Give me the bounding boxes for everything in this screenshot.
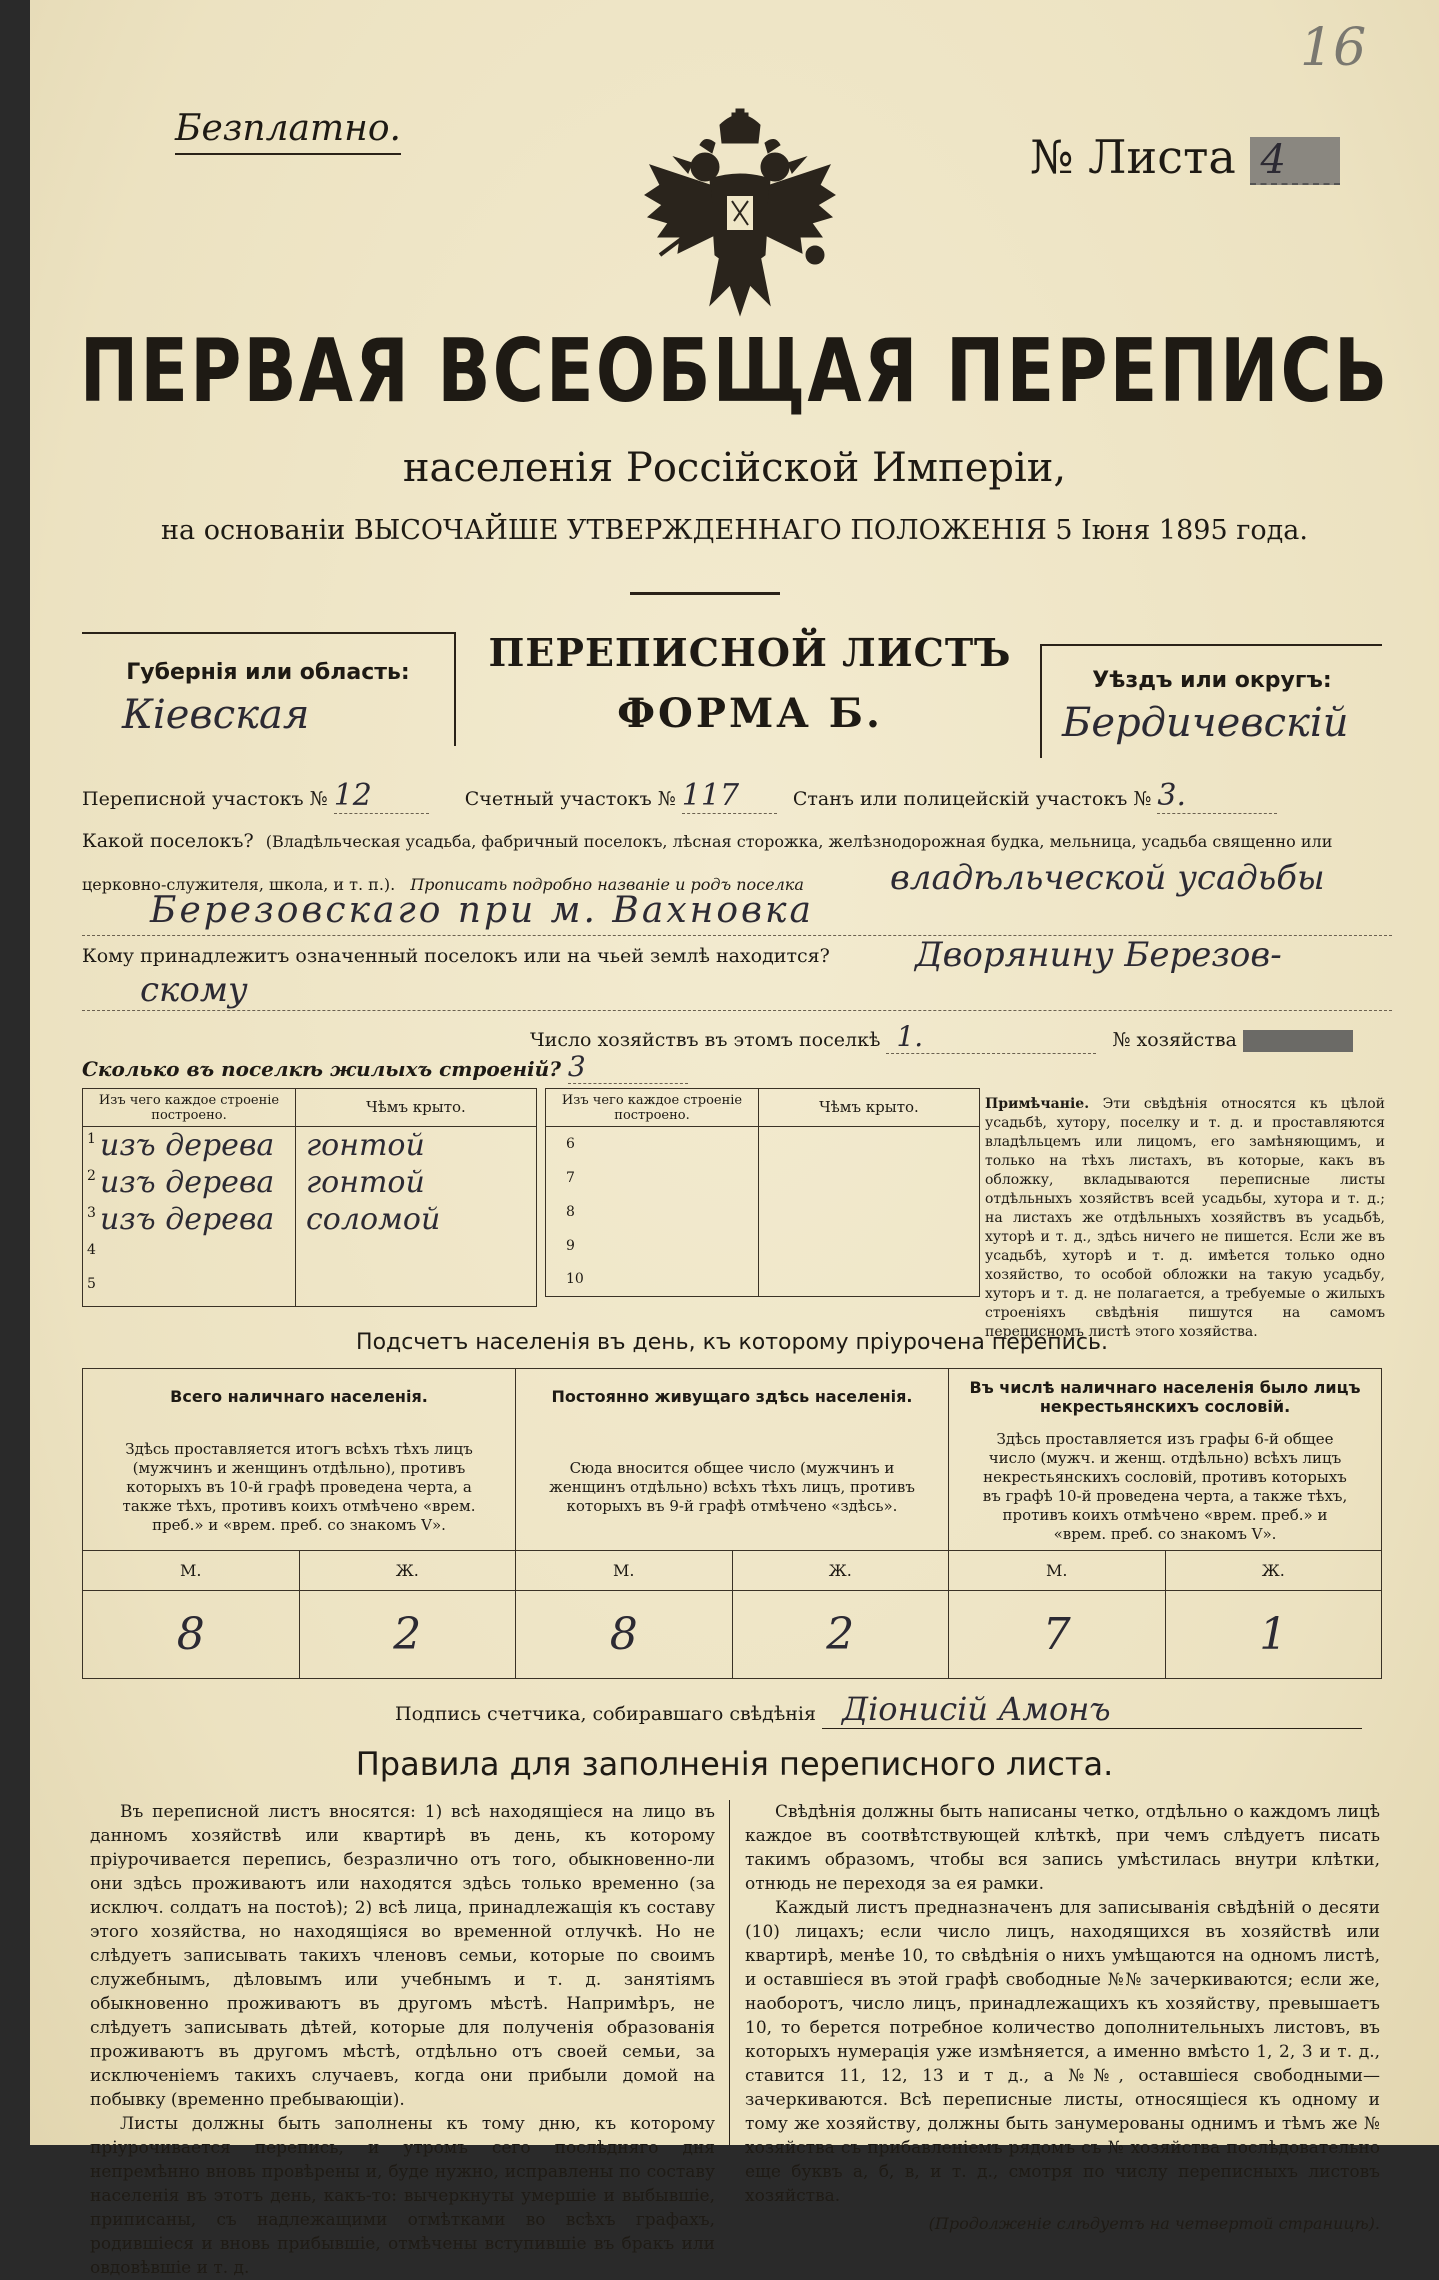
form-title: ФОРМА Б.: [617, 690, 883, 737]
stan-value: 3.: [1157, 778, 1277, 814]
settlement-hint-2: церковно-служителя, школа, и т. п.).: [82, 875, 396, 894]
row-material: изъ дерева: [100, 1128, 275, 1163]
sheet-number-label: № Листа: [1030, 130, 1236, 184]
row-material: изъ дерева: [100, 1202, 275, 1237]
count-area-value: 117: [682, 778, 777, 814]
settlement-value-2: Березовскаго при м. Вахновка: [150, 890, 814, 931]
settlement-hint-3: Прописать подробно названіе и родъ поселка: [410, 875, 804, 894]
col3-title: Въ числѣ наличнаго населенія было лицъ некрестьянскихъ сословій.: [949, 1369, 1382, 1425]
row-number: 3: [87, 1205, 96, 1221]
settlement-row: [82, 830, 1402, 852]
count-area-label: Счетный участокъ №: [464, 788, 676, 810]
rules-left-column: [90, 1800, 730, 2278]
col1-desc: Здѣсь проставляется итогъ всѣхъ тѣхъ лицъ (мужчинъ и женщинъ отдѣльно), противъ которыхъ въ 10-й графѣ проведена черта, а также тѣхъ, противъ коихъ отмѣчено «врем. преб.» и «врем. преб. со знакомъ V».: [83, 1425, 516, 1551]
m-label: М.: [949, 1551, 1166, 1591]
row-number: 1: [87, 1131, 96, 1147]
note: [985, 1095, 1385, 1342]
buildings-row: [82, 1050, 688, 1084]
buildings-table-left: [82, 1088, 537, 1307]
rules-title: Правила для заполненія переписного листа.: [355, 1745, 1114, 1783]
census-area-value: 12: [334, 778, 429, 814]
population-table: [82, 1368, 1382, 1679]
rules-left-p2: Листы должны быть заполнены къ тому дню, къ которому пріурочивается перепись, и утромъ сего послѣдняго дня непремѣнно вновь провѣрены и, буде нужно, исправлены по составу населенія въ этотъ день, какъ-то: вычеркнуты умершіе и выбывшіе, приписаны, съ надлежащими отмѣтками во всѣхъ графахъ, родившіеся и вновь прибывшіе, отмѣчены вступившіе въ бракъ или овдовѣвшіе и т. д.: [90, 2114, 715, 2278]
district-value: Бердичевскій: [1062, 700, 1349, 746]
f-label: Ж.: [732, 1551, 949, 1591]
note-title: Примѣчаніе.: [985, 1096, 1090, 1112]
col-roof-header-right: Чѣмъ крыто.: [759, 1089, 980, 1127]
f-label: Ж.: [1165, 1551, 1382, 1591]
rules-right-p2: Каждый листъ предназначенъ для записыванія свѣдѣній о десяти (10) лицахъ; если число лицъ, находящихся въ хозяйствѣ или квартирѣ, менѣе 10, то свѣдѣнія о нихъ умѣщаются на одномъ листѣ, и оставшіеся въ этой графѣ свободные №№ зачеркиваются; если же, наоборотъ, число лицъ, принадлежащихъ къ хозяйству, превышаетъ 10, то берется потребное количество дополнительныхъ листовъ, въ которыхъ нумерація уже измѣняется, а именно вмѣсто 1, 2, 3 и т. д., ставится 11, 12, 13 и т д., а №№, оставшіеся свободными—зачеркиваются. Всѣ переписные листы, относящіеся къ одному и тому же хозяйству, должны быть занумерованы однимъ и тѣмъ же № хозяйства съ прибавленіемъ рядомъ съ № хозяйства послѣдовательно еще буквъ а, б, в, и т. д., смотря по числу переписныхъ листовъ хозяйства.: [745, 1898, 1380, 2206]
rules-right-p1: Свѣдѣнія должны быть написаны четко, отдѣльно о каждомъ лицѣ каждое въ соотвѣтствующей клѣткѣ, при чемъ слѣдуетъ писать такимъ образомъ, чтобы вся запись умѣстилась внутри клѣтки, отнюдь не переходя за ея рамки.: [745, 1802, 1380, 1894]
row-number: 7: [546, 1161, 759, 1195]
f-label: Ж.: [299, 1551, 516, 1591]
basis-line: на основаніи ВЫСОЧАЙШЕ УТВЕРЖДЕННАГО ПОЛОЖЕНІЯ 5 Іюня 1895 года.: [161, 515, 1308, 546]
permanent-female: 2: [732, 1591, 949, 1679]
census-area-label: Переписной участокъ №: [82, 788, 328, 810]
row-number: 8: [546, 1195, 759, 1229]
census-sheet: [30, 0, 1439, 2278]
row-number: 10: [546, 1263, 759, 1297]
province-box: [82, 632, 456, 746]
rules-left-p1: Въ переписной листъ вносятся: 1) всѣ находящіеся на лицо въ данномъ хозяйствѣ или квартирѣ въ день, къ которому пріурочивается перепись, безразлично отъ того, обыкновенно-ли они здѣсь проживаютъ или находятся здѣсь только временно (за исключ. солдатъ на постоѣ); 2) всѣ лица, принадлежащія къ составу этого хозяйства, но находящіяся во временной отлучкѣ. Но не слѣдуетъ записывать такихъ членовъ семьи, которые по своимъ служебнымъ, дѣловымъ или учебнымъ и т. д. занятіямъ обыкновенно проживаютъ въ другомъ мѣстѣ. Напримѣръ, не слѣдуетъ записывать дѣтей, которые для полученія образованія проживаютъ въ другомъ мѣстѣ, отдѣльно отъ своей семьи, за исключеніемъ такихъ случаевъ, когда они прибыли домой на побывку (временно пребывающіи).: [90, 1802, 715, 2110]
col3-desc: Здѣсь проставляется изъ графы 6-й общее число (мужч. и женщ. отдѣльно) всѣхъ лицъ некрестьянскихъ сословій, противъ которыхъ въ графѣ 10-й проведена черта, а также тѣхъ, противъ коихъ отмѣчено «врем. преб.» и «врем. преб. со знакомъ V».: [949, 1425, 1382, 1551]
row-roof: соломой: [296, 1201, 537, 1238]
permanent-male: 8: [516, 1591, 733, 1679]
sheet-number: [1030, 130, 1340, 185]
title-divider: [630, 592, 780, 595]
buildings-value: 3: [568, 1050, 688, 1084]
note-text: Эти свѣдѣнія относятся къ цѣлой усадьбѣ, хутору, поселку и т. д. и проставляются владѣльцемъ или лицомъ, его замѣняющимъ, и только на тѣхъ листахъ, въ которые, какъ въ обложку, вкладываются переписные листы отдѣльныхъ хозяйствъ всей усадьбы, хутора и т. д.; на листахъ же отдѣльныхъ хозяйствъ въ усадьбѣ, хуторѣ и т. д., здѣсь ничего не пишется. Если же въ усадьбѣ, хуторѣ и т. д. имѣется только одно хозяйство, то особой обложки на такую усадьбу, хуторъ и т. д. не полагается, а требуемые о жилыхъ строеніяхъ свѣдѣнія пишутся на самомъ переписномъ листѣ этого хозяйства.: [985, 1096, 1385, 1340]
settlement-hint-1: (Владѣльческая усадьба, фабричный поселокъ, лѣсная сторожка, желѣзнодорожная будка, мельница, усадьба священно или: [265, 832, 1333, 851]
row-number: 2: [87, 1168, 96, 1184]
col1-title: Всего наличнаго населенія.: [83, 1369, 516, 1425]
col-material-header: Изъ чего каждое строеніе построено.: [83, 1089, 296, 1127]
non-peasant-female: 1: [1165, 1591, 1382, 1679]
buildings-label: Сколько въ поселкѣ жилыхъ строеній?: [82, 1057, 561, 1081]
row-roof: гонтой: [296, 1164, 537, 1201]
non-peasant-male: 7: [949, 1591, 1166, 1679]
owner-value-1: Дворянину Березов-: [915, 935, 1282, 975]
col-roof-header: Чѣмъ крыто.: [296, 1089, 537, 1127]
province-label: Губернія или область:: [126, 660, 410, 685]
row-number: 9: [546, 1229, 759, 1263]
signature-value: Діонисій Амонъ: [822, 1690, 1362, 1729]
m-label: М.: [83, 1551, 300, 1591]
household-no-blot: [1243, 1030, 1353, 1052]
rules-right-column: [745, 1800, 1380, 2233]
district-box: [1040, 644, 1382, 758]
district-label: Уѣздъ или округъ:: [1092, 668, 1332, 693]
population-heading: Подсчетъ населенія въ день, къ которому пріурочена перепись.: [356, 1330, 1108, 1355]
row-number: 6: [546, 1127, 759, 1161]
sheet-number-value: 4: [1250, 137, 1340, 185]
imperial-eagle-emblem: [630, 105, 850, 325]
households-value: 1.: [886, 1020, 1096, 1054]
owner-value-2: скому: [140, 970, 248, 1010]
col2-desc: Сюда вносится общее число (мужчинъ и женщинъ отдѣльно) всѣхъ тѣхъ лицъ, противъ которыхъ въ 9-й графѣ отмѣчено «здѣсь».: [516, 1425, 949, 1551]
main-title: ПЕРВАЯ ВСЕОБЩАЯ ПЕРЕПИСЬ: [79, 319, 1390, 423]
signature-row: [395, 1690, 1362, 1729]
settlement-label: Какой поселокъ?: [82, 830, 254, 852]
col2-title: Постоянно живущаго здѣсь населенія.: [516, 1369, 949, 1425]
household-no-label: № хозяйства: [1112, 1029, 1237, 1051]
owner-label: Кому принадлежитъ означенный поселокъ или на чьей землѣ находится?: [82, 945, 830, 967]
subtitle: населенія Россійской Имперіи,: [402, 445, 1067, 491]
row-number: 5: [87, 1276, 96, 1292]
m-label: М.: [516, 1551, 733, 1591]
list-title: ПЕРЕПИСНОЙ ЛИСТЪ: [488, 630, 1012, 675]
stan-label: Станъ или полицейскій участокъ №: [792, 788, 1152, 810]
signature-label: Подпись счетчика, собиравшаго свѣдѣнія: [395, 1703, 816, 1725]
households-row: [530, 1020, 1353, 1054]
total-male: 8: [83, 1591, 300, 1679]
owner-line: [82, 1010, 1392, 1011]
row-roof: гонтой: [296, 1127, 537, 1165]
settlement-value-1: владѣльческой усадьбы: [890, 858, 1325, 898]
row-material: изъ дерева: [100, 1165, 275, 1200]
households-label: Число хозяйствъ въ этомъ поселкѣ: [530, 1029, 881, 1051]
col-material-header-right: Изъ чего каждое строеніе построено.: [546, 1089, 759, 1127]
free-label: Безплатно.: [175, 108, 401, 155]
total-female: 2: [299, 1591, 516, 1679]
province-value: Кіевская: [122, 692, 310, 738]
rules-continued: (Продолженіе слѣдуетъ на четвертой страницѣ).: [928, 2214, 1380, 2233]
corner-number: 16: [1300, 18, 1367, 78]
buildings-table-right: [545, 1088, 980, 1297]
row-number: 4: [87, 1242, 96, 1258]
area-row: [82, 778, 1402, 814]
